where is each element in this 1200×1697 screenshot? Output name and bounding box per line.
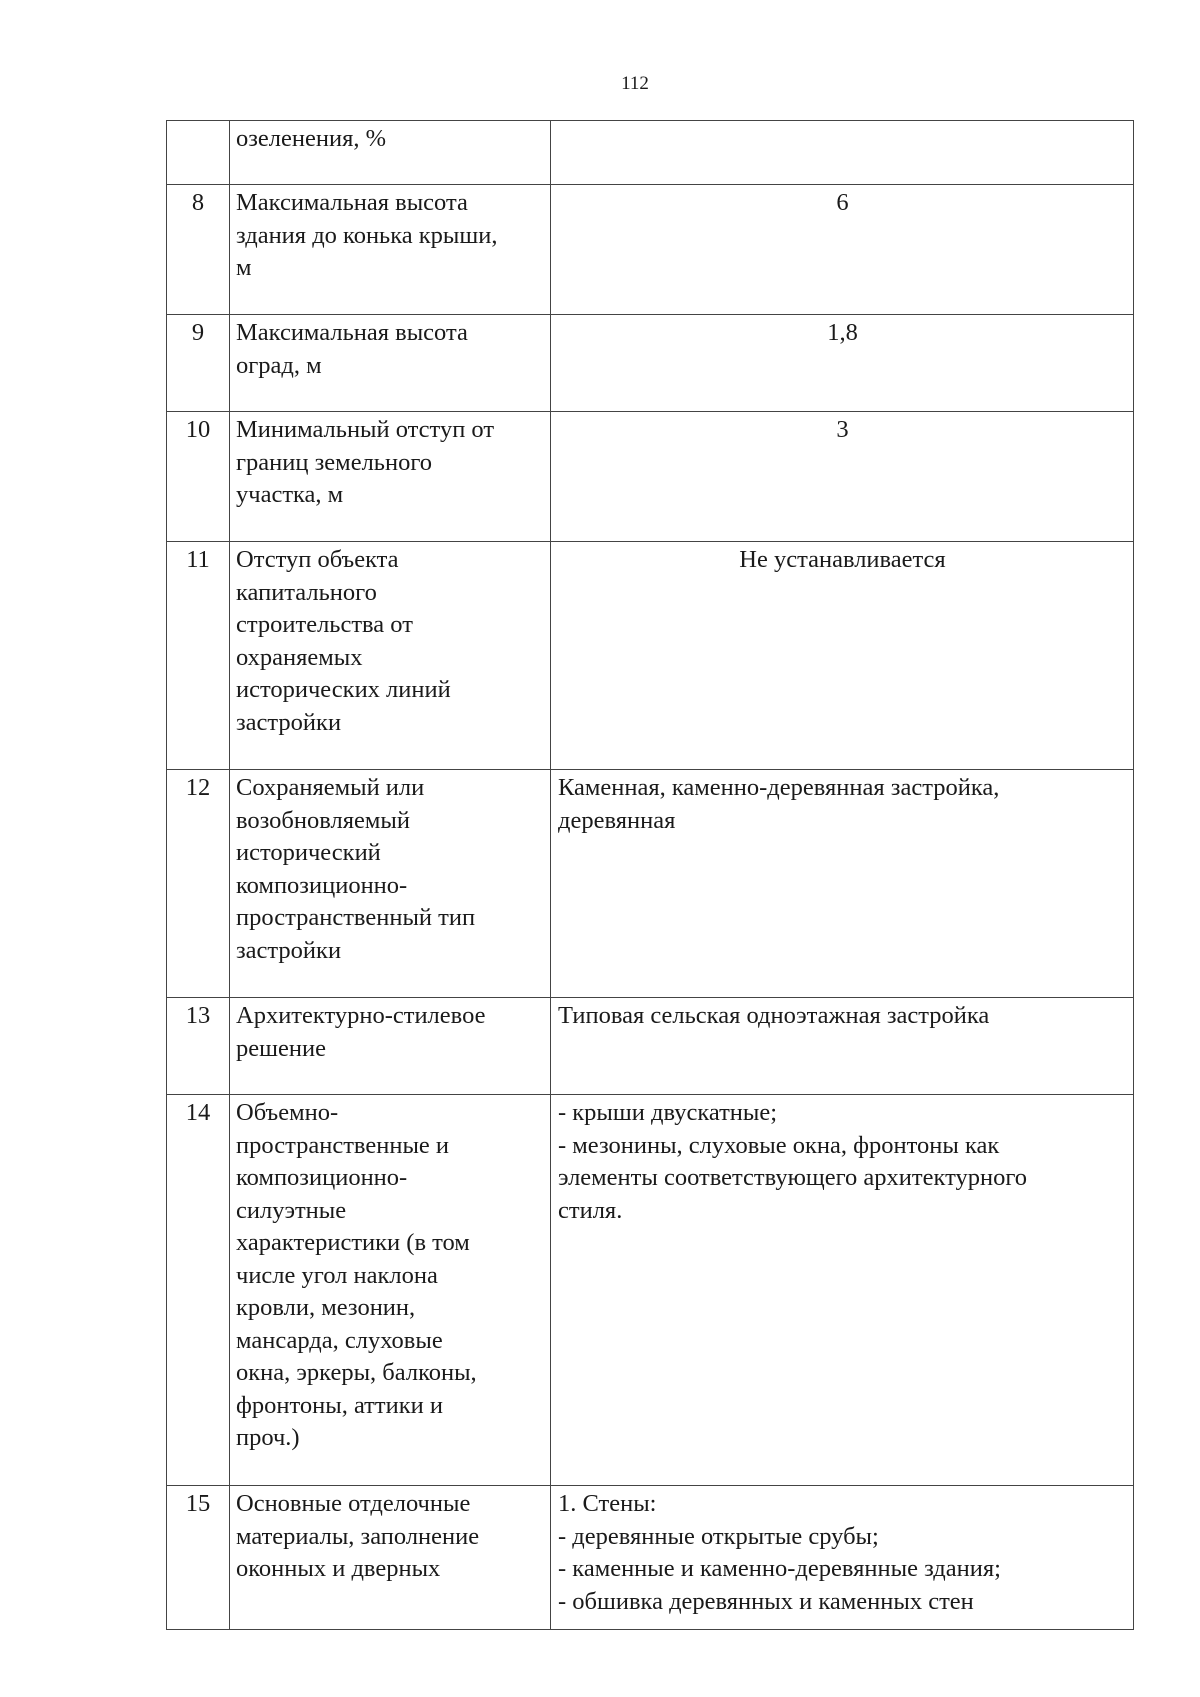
parameter-name-line: пространственный тип [236,904,476,931]
parameter-value-line: деревянная [558,806,676,834]
parameter-name-line: застройки [236,708,342,736]
table-row [167,412,1134,542]
parameter-name-line: строительства от [236,611,413,638]
row-number [167,121,230,185]
table-row [167,1095,1134,1486]
parameter-name-line: застройки [236,936,342,964]
row-number: 13 [167,998,230,1095]
parameter-name [230,185,551,315]
parameter-value-line: - обшивка деревянных и каменных стен [558,1587,974,1615]
parameter-value [551,1095,1134,1486]
parameter-name-line: кровли, мезонин, [236,1294,416,1321]
parameter-value-line: Каменная, каменно-деревянная застройка, [558,774,1000,801]
parameter-name-line: композиционно- [236,871,408,899]
parameter-name-line: участка, м [236,481,344,508]
row-number: 12 [167,770,230,998]
parameter-value-line: Типовая сельская одноэтажная застройка [558,1002,990,1029]
table-row [167,542,1134,770]
parameter-name [230,315,551,412]
parameter-value-line: элементы соответствующего архитектурного [558,1164,1028,1191]
parameter-name [230,770,551,998]
parameter-name-line: охраняемых [236,643,363,671]
parameter-name [230,1095,551,1486]
parameter-name-line: Основные отделочные [236,1490,471,1517]
parameter-name [230,542,551,770]
parameter-value-line: - деревянные открытые срубы; [558,1522,879,1550]
table-row [167,315,1134,412]
parameter-value [551,121,1134,185]
parameter-name-line: проч.) [236,1424,300,1451]
parameter-name-line: решение [236,1034,326,1062]
parameter-value-line: 3 [836,416,849,443]
table-body [167,121,1134,1630]
parameter-name-line: мансарда, слуховые [236,1326,443,1354]
row-number: 11 [167,542,230,770]
page-number: 112 [621,73,649,94]
parameter-value-line: 1. Стены: [558,1490,657,1517]
parameter-name-line: Максимальная высота [236,319,468,346]
parameter-name-line: исторических линий [236,676,451,703]
table-row [167,121,1134,185]
parameter-name-line: окна, эркеры, балконы, [236,1359,477,1386]
parameter-value-line: Не устанавливается [739,546,946,573]
parameter-value-line: стиля. [558,1196,623,1224]
parameter-name-line: озеленения, % [236,125,387,152]
table-row [167,185,1134,315]
parameter-value-line: - крыши двускатные; [558,1099,778,1126]
parameter-name-line: Минимальный отступ от [236,416,495,443]
parameter-name-line: материалы, заполнение [236,1522,480,1550]
row-number: 15 [167,1486,230,1630]
parameter-name-line: Максимальная высота [236,189,468,216]
parameter-name-line: Архитектурно-стилевое [236,1002,486,1029]
row-number: 9 [167,315,230,412]
parameter-name-line: числе угол наклона [236,1261,438,1289]
parameter-value [551,185,1134,315]
parameter-value [551,412,1134,542]
parameter-name-line: м [236,254,252,281]
parameter-value [551,1486,1134,1630]
parameter-name-line: фронтоны, аттики и [236,1391,443,1419]
parameter-value-line: 1,8 [827,319,858,346]
parameter-value-line: 6 [836,189,849,216]
parameter-value [551,315,1134,412]
table-row [167,770,1134,998]
parameter-name-line: пространственные и [236,1131,450,1159]
parameter-name [230,121,551,185]
parameter-value [551,998,1134,1095]
parameter-value-line: - каменные и каменно-деревянные здания; [558,1555,1001,1582]
row-number: 10 [167,412,230,542]
row-number: 8 [167,185,230,315]
parameter-value [551,542,1134,770]
parameter-name-line: композиционно- [236,1164,408,1191]
parameter-name-line: границ земельного [236,448,433,476]
parameter-name-line: Объемно- [236,1099,339,1126]
parameter-name-line: Сохраняемый или [236,774,425,801]
parameter-name [230,1486,551,1630]
parameter-value [551,770,1134,998]
table-row [167,1486,1134,1630]
row-number: 14 [167,1095,230,1486]
parameter-name-line: здания до конька крыши, [236,221,498,249]
parameter-name-line: капитального [236,578,377,606]
parameters-table [166,120,1134,1630]
parameter-name-line: исторический [236,839,381,866]
parameter-name [230,998,551,1095]
table-row [167,998,1134,1095]
parameter-name-line: возобновляемый [236,806,410,834]
parameter-name-line: оград, м [236,351,322,379]
parameter-name-line: Отступ объекта [236,546,399,573]
parameter-name-line: характеристики (в том [236,1229,470,1256]
parameter-name [230,412,551,542]
parameter-value-line: - мезонины, слуховые окна, фронтоны как [558,1131,1000,1159]
parameter-name-line: силуэтные [236,1196,347,1224]
parameter-name-line: оконных и дверных [236,1555,441,1582]
